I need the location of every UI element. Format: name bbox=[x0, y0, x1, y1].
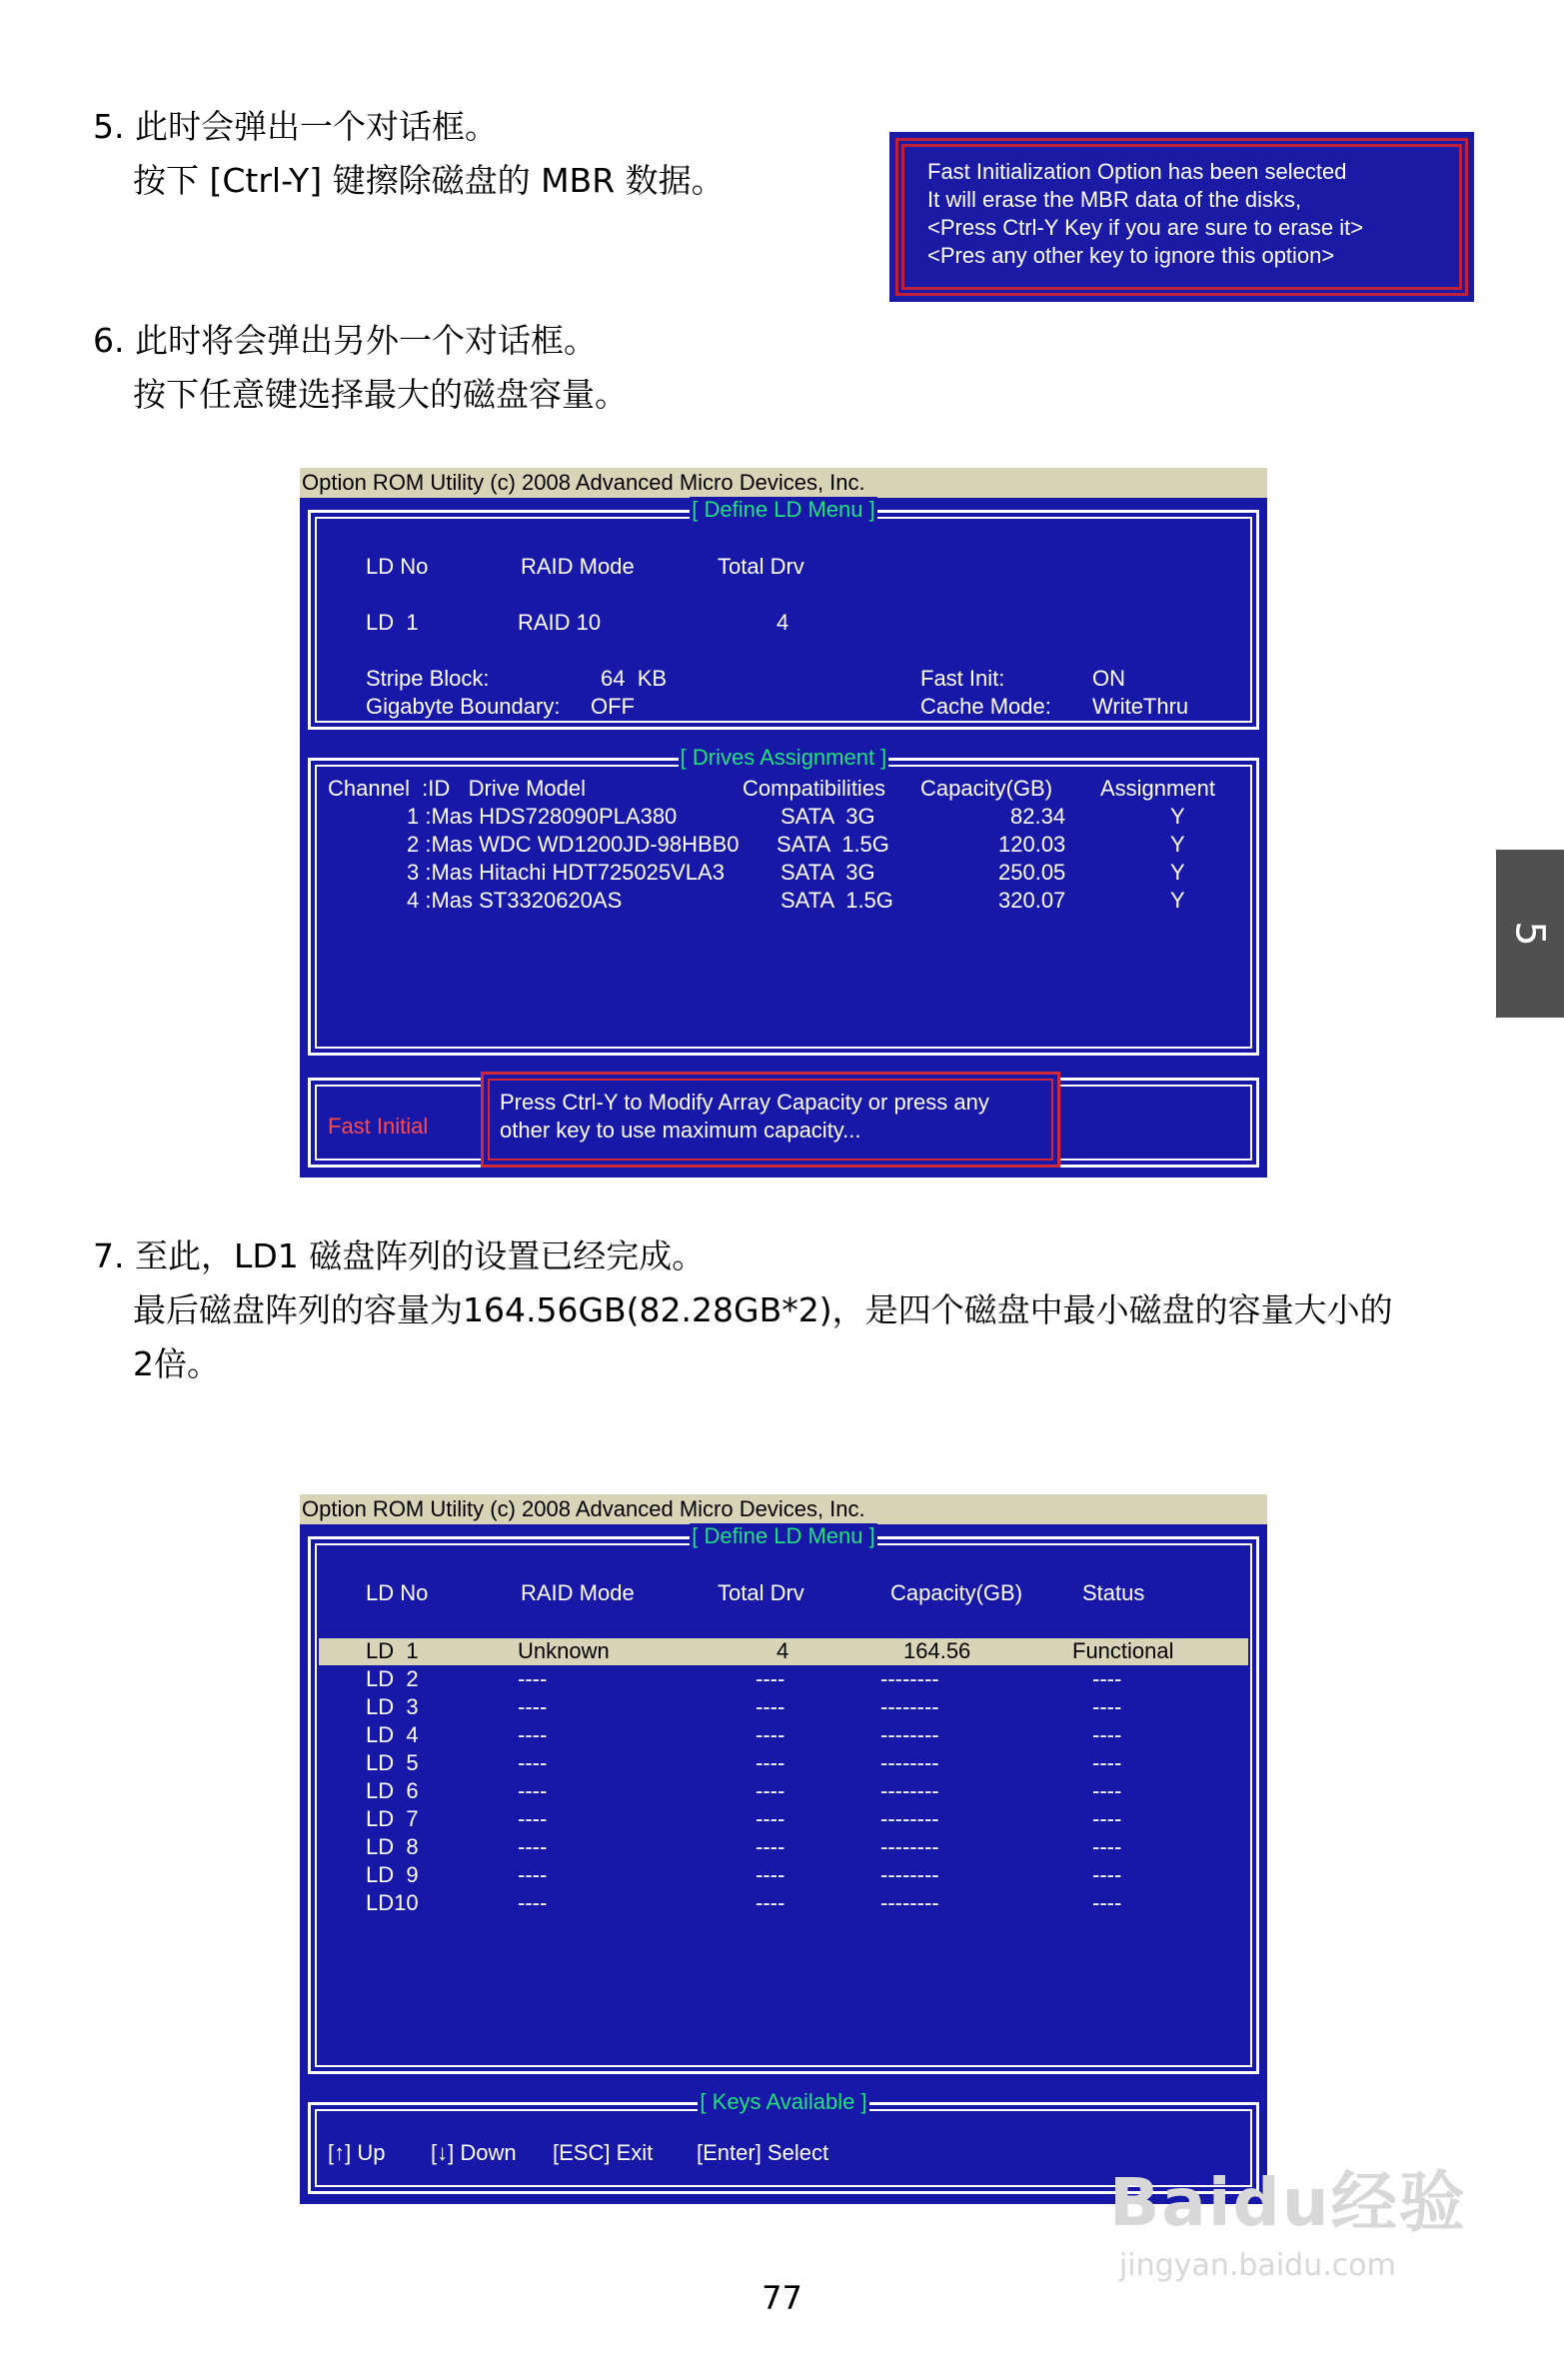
drive-row-compat: SATA 1.5G bbox=[781, 888, 893, 913]
total-drv-value: ---- bbox=[756, 1890, 785, 1915]
total-drv-value: ---- bbox=[756, 1722, 785, 1747]
step-7 bbox=[93, 1229, 1393, 1391]
stripe-block-label: Stripe Block: bbox=[366, 666, 490, 691]
header-ld-no: LD No bbox=[366, 554, 429, 579]
ld-number: LD 5 bbox=[366, 1750, 419, 1775]
raid-mode-value: ---- bbox=[518, 1694, 548, 1719]
header-total-drv: Total Drv bbox=[718, 1580, 804, 1605]
gigabyte-boundary-label: Gigabyte Boundary: bbox=[366, 694, 561, 719]
status-value: Functional bbox=[1072, 1638, 1174, 1663]
drives-assignment-title: [ Drives Assignment ] bbox=[680, 745, 887, 770]
watermark-sub: jingyan.baidu.com bbox=[1119, 2248, 1396, 2283]
capacity-prompt-dialog bbox=[481, 1072, 1060, 1168]
drive-row-assign: Y bbox=[1170, 804, 1185, 829]
watermark-main: Baidu经验 bbox=[1109, 2164, 1467, 2241]
raid-mode-value: ---- bbox=[518, 1778, 548, 1803]
header-total-drv: Total Drv bbox=[718, 554, 804, 579]
capacity-value: -------- bbox=[880, 1778, 939, 1803]
status-value: ---- bbox=[1092, 1778, 1122, 1803]
dialog-text bbox=[927, 158, 1363, 270]
step-6-line2: 按下任意键选择最大的磁盘容量。 bbox=[133, 375, 628, 414]
step-5-line2: 按下 [Ctrl-Y] 键擦除磁盘的 MBR 数据。 bbox=[133, 161, 725, 200]
header-ld-no: LD No bbox=[366, 1580, 429, 1605]
raid-mode-value: Unknown bbox=[518, 1638, 610, 1663]
raid-mode-value: ---- bbox=[518, 1890, 548, 1915]
raid-mode-value: ---- bbox=[518, 1806, 548, 1831]
step-7-line2: 最后磁盘阵列的容量为164.56GB(82.28GB*2)，是四个磁盘中最小磁盘的容量大小的 bbox=[133, 1290, 1393, 1329]
step-7-line1: 7. 至此，LD1 磁盘阵列的设置已经完成。 bbox=[93, 1236, 706, 1275]
header-assignment: Assignment bbox=[1100, 776, 1215, 801]
total-drv-value: ---- bbox=[756, 1862, 785, 1887]
cache-mode-label: Cache Mode: bbox=[920, 694, 1051, 719]
fast-init-value: ON bbox=[1092, 666, 1125, 691]
stripe-block-value: 64 KB bbox=[601, 666, 668, 691]
define-ld-panel bbox=[308, 1523, 1259, 2074]
ld-number: LD 4 bbox=[366, 1722, 419, 1747]
ld-number: LD 6 bbox=[366, 1778, 419, 1803]
bios-title-bar: Option ROM Utility (c) 2008 Advanced Micro Devices, Inc. bbox=[300, 1494, 1267, 1524]
drive-row-compat: SATA 3G bbox=[781, 860, 875, 885]
drive-row-assign: Y bbox=[1170, 860, 1185, 885]
key-esc-exit: [ESC] Exit bbox=[553, 2140, 654, 2165]
fast-initial-label: Fast Initial bbox=[328, 1114, 429, 1139]
total-drv-value: ---- bbox=[756, 1806, 785, 1831]
page-number: 77 bbox=[762, 2279, 802, 2317]
drive-row-channel[interactable]: 4 :Mas ST3320620AS bbox=[407, 888, 623, 913]
ld-number: LD 3 bbox=[366, 1694, 419, 1719]
capacity-value: -------- bbox=[880, 1750, 939, 1775]
ld-number: LD 9 bbox=[366, 1862, 419, 1887]
drive-row-assign: Y bbox=[1170, 832, 1185, 857]
step-5-line1: 5. 此时会弹出一个对话框。 bbox=[93, 107, 498, 146]
watermark bbox=[1109, 2149, 1467, 2283]
header-raid-mode: RAID Mode bbox=[521, 554, 635, 579]
keys-available-title: [ Keys Available ] bbox=[700, 2089, 867, 2114]
dialog-line: <Press Ctrl-Y Key if you are sure to erase it> bbox=[927, 215, 1364, 240]
key-down: [↓] Down bbox=[431, 2140, 517, 2165]
drive-row-assign: Y bbox=[1170, 888, 1185, 913]
key-enter-select: [Enter] Select bbox=[697, 2140, 829, 2165]
raid-mode-value: ---- bbox=[518, 1666, 548, 1691]
drive-row-compat: SATA 3G bbox=[781, 804, 875, 829]
bios-screen-ld-list bbox=[300, 1494, 1267, 2204]
prompt-line1: Press Ctrl-Y to Modify Array Capacity or press any bbox=[500, 1090, 989, 1115]
drive-row-channel[interactable]: 3 :Mas Hitachi HDT725025VLA3 bbox=[407, 860, 725, 885]
ld-number: LD 7 bbox=[366, 1806, 419, 1831]
status-value: ---- bbox=[1092, 1890, 1122, 1915]
ld-number: LD 2 bbox=[366, 1666, 419, 1691]
total-drv-value: ---- bbox=[756, 1834, 785, 1859]
total-drv-value: ---- bbox=[756, 1750, 785, 1775]
dialog-line: Fast Initialization Option has been selected bbox=[927, 159, 1347, 184]
drives-assignment-panel bbox=[308, 745, 1259, 1056]
drive-row-capacity: 320.07 bbox=[998, 888, 1066, 913]
define-ld-title: [ Define LD Menu ] bbox=[692, 497, 875, 522]
capacity-value: -------- bbox=[880, 1694, 939, 1719]
ld-number: LD10 bbox=[366, 1890, 419, 1915]
status-value: ---- bbox=[1092, 1862, 1122, 1887]
capacity-value: -------- bbox=[880, 1834, 939, 1859]
header-raid-mode: RAID Mode bbox=[521, 1580, 635, 1605]
drive-row-capacity: 250.05 bbox=[998, 860, 1066, 885]
define-ld-title: [ Define LD Menu ] bbox=[692, 1523, 875, 1548]
capacity-value: -------- bbox=[880, 1862, 939, 1887]
chapter-tab bbox=[1496, 850, 1564, 1018]
header-compat: Compatibilities bbox=[743, 776, 886, 801]
step-6-line1: 6. 此时将会弹出另外一个对话框。 bbox=[93, 321, 597, 360]
total-drv-value: 4 bbox=[777, 610, 789, 635]
step-7-line3: 2倍。 bbox=[133, 1344, 220, 1383]
ld-number: LD 1 bbox=[366, 610, 419, 635]
capacity-value: 164.56 bbox=[903, 1638, 971, 1663]
drive-row-channel[interactable]: 1 :Mas HDS728090PLA380 bbox=[407, 804, 678, 829]
prompt-line2: other key to use maximum capacity... bbox=[500, 1118, 861, 1143]
fast-init-label: Fast Init: bbox=[920, 666, 1005, 691]
status-value: ---- bbox=[1092, 1806, 1122, 1831]
raid-mode-value: ---- bbox=[518, 1834, 548, 1859]
bios-title-bar: Option ROM Utility (c) 2008 Advanced Micro Devices, Inc. bbox=[300, 468, 1267, 498]
drive-row-channel[interactable]: 2 :Mas WDC WD1200JD-98HBB0 bbox=[407, 832, 740, 857]
capacity-value: -------- bbox=[880, 1890, 939, 1915]
ld-number: LD 1 bbox=[366, 1638, 419, 1663]
capacity-value: -------- bbox=[880, 1666, 939, 1691]
cache-mode-value: WriteThru bbox=[1092, 694, 1189, 719]
total-drv-value: ---- bbox=[756, 1666, 785, 1691]
drive-row-capacity: 120.03 bbox=[998, 832, 1066, 857]
status-value: ---- bbox=[1092, 1666, 1122, 1691]
total-drv-value: 4 bbox=[777, 1638, 789, 1663]
bios-screen-define-ld bbox=[300, 468, 1267, 1178]
fast-init-dialog bbox=[889, 132, 1474, 302]
chapter-number: 5 bbox=[1506, 921, 1553, 947]
total-drv-value: ---- bbox=[756, 1778, 785, 1803]
key-up: [↑] Up bbox=[328, 2140, 386, 2165]
capacity-value: -------- bbox=[880, 1722, 939, 1747]
raid-mode-value: ---- bbox=[518, 1722, 548, 1747]
step-6 bbox=[93, 314, 628, 422]
gigabyte-boundary-value: OFF bbox=[591, 694, 635, 719]
capacity-value: -------- bbox=[880, 1806, 939, 1831]
drive-row-capacity: 82.34 bbox=[1010, 804, 1066, 829]
dialog-line: <Pres any other key to ignore this option> bbox=[927, 243, 1335, 268]
define-ld-panel bbox=[308, 497, 1259, 730]
status-value: ---- bbox=[1092, 1834, 1122, 1859]
ld-number: LD 8 bbox=[366, 1834, 419, 1859]
header-status: Status bbox=[1082, 1580, 1145, 1605]
header-capacity: Capacity(GB) bbox=[890, 1580, 1023, 1605]
status-value: ---- bbox=[1092, 1694, 1122, 1719]
status-value: ---- bbox=[1092, 1750, 1122, 1775]
raid-mode-value: RAID 10 bbox=[518, 610, 602, 635]
step-5 bbox=[93, 100, 725, 208]
raid-mode-value: ---- bbox=[518, 1750, 548, 1775]
drive-row-compat: SATA 1.5G bbox=[777, 832, 889, 857]
status-value: ---- bbox=[1092, 1722, 1122, 1747]
dialog-line: It will erase the MBR data of the disks, bbox=[927, 187, 1302, 212]
header-channel: Channel :ID Drive Model bbox=[328, 776, 586, 801]
total-drv-value: ---- bbox=[756, 1694, 785, 1719]
raid-mode-value: ---- bbox=[518, 1862, 548, 1887]
header-capacity: Capacity(GB) bbox=[920, 776, 1053, 801]
